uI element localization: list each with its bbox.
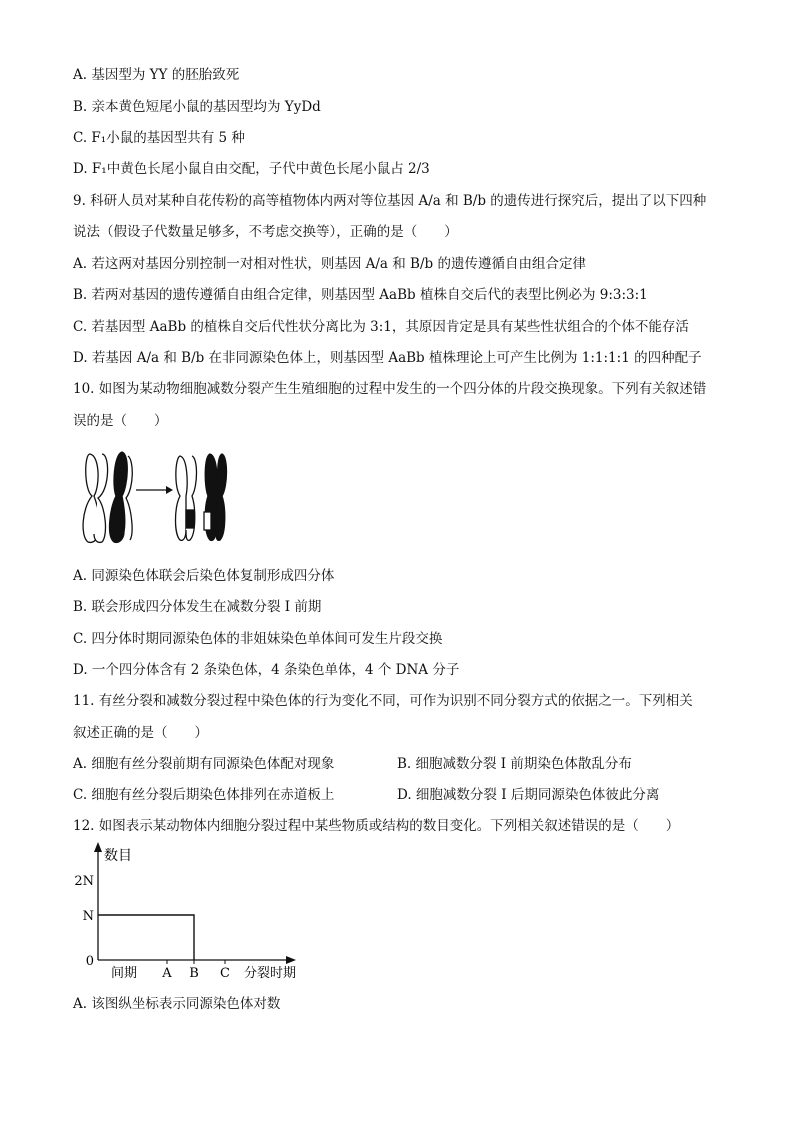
q10-option-b: B. 联会形成四分体发生在减数分裂 I 前期 — [73, 599, 322, 615]
q9-stem-line1: 9. 科研人员对某种自花传粉的高等植物体内两对等位基因 A/a 和 B/b 的遗传进行探究后，提出了以下四种 — [73, 193, 707, 209]
q10-option-c: C. 四分体时期同源染色体的非姐妹染色单体间可发生片段交换 — [73, 631, 443, 647]
q8-option-a: A. 基因型为 YY 的胚胎致死 — [73, 67, 240, 83]
q9-option-b: B. 若两对基因的遗传遵循自由组合定律，则基因型 AaBb 植株自交后代的表型比例必为 9:3:3:1 — [73, 287, 648, 303]
q10-option-d: D. 一个四分体含有 2 条染色体，4 条染色单体，4 个 DNA 分子 — [73, 662, 460, 678]
q10-option-a: A. 同源染色体联会后染色体复制形成四分体 — [73, 568, 335, 584]
x-tick-label: C — [220, 966, 230, 981]
y-tick-label: 2N — [74, 874, 94, 889]
y-axis-label: 数目 — [104, 848, 132, 864]
series-line — [98, 915, 194, 960]
q8-option-d: D. F₁中黄色长尾小鼠自由交配，子代中黄色长尾小鼠占 2/3 — [73, 161, 430, 177]
x-tick-label: A — [162, 966, 172, 981]
x-axis-arrow-icon — [286, 956, 296, 964]
y-tick-label: N — [82, 909, 94, 924]
q11-option-a: A. 细胞有丝分裂前期有同源染色体配对现象 — [73, 756, 335, 772]
q9-option-a: A. 若这两对基因分别控制一对相对性状，则基因 A/a 和 B/b 的遗传遵循自由组合定律 — [73, 256, 586, 272]
q12-stem: 12. 如图表示某动物体内细胞分裂过程中某些物质或结构的数目变化。下列相关叙述错误的是（ ） — [73, 818, 680, 834]
q10-stem-line1: 10. 如图为某动物细胞减数分裂产生生殖细胞的过程中发生的一个四分体的片段交换现象。下列有关叙述错 — [73, 381, 707, 397]
q11-option-c: C. 细胞有丝分裂后期染色体排列在赤道板上 — [73, 787, 335, 803]
q8-option-c: C. F₁小鼠的基因型共有 5 种 — [73, 130, 245, 146]
tetrad-after-icon — [176, 454, 227, 540]
x-tick-label: 间期 — [110, 966, 138, 981]
x-axis-label: 分裂时期 — [244, 966, 297, 981]
arrow-right-icon — [136, 486, 173, 494]
q12-option-a: A. 该图纵坐标表示同源染色体对数 — [73, 996, 281, 1012]
q9-option-d: D. 若基因 A/a 和 B/b 在非同源染色体上，则基因型 AaBb 植株理论上可产生比例为 1:1:1:1 的四种配子 — [73, 350, 702, 366]
q9-stem-line2: 说法（假设子代数量足够多，不考虑交换等），正确的是（ ） — [73, 224, 458, 240]
q11-option-b: B. 细胞减数分裂 I 前期染色体散乱分布 — [397, 756, 632, 772]
q9-option-c: C. 若基因型 AaBb 的植株自交后代性状分离比为 3:1，其原因肯定是具有某些性状组合的个体不能存活 — [73, 319, 689, 335]
x-tick-label: B — [189, 966, 199, 981]
chromosome-crossover-figure — [76, 450, 228, 546]
q11-option-d: D. 细胞减数分裂 I 后期同源染色体彼此分离 — [397, 787, 660, 803]
tetrad-before-icon — [83, 452, 132, 542]
y-axis-arrow-icon — [94, 842, 102, 852]
count-vs-phase-chart — [68, 840, 318, 986]
q8-option-b: B. 亲本黄色短尾小鼠的基因型均为 YyDd — [73, 99, 321, 115]
q10-stem-line2: 误的是（ ） — [73, 413, 168, 429]
q11-stem-line2: 叙述正确的是（ ） — [73, 725, 208, 741]
q11-stem-line1: 11. 有丝分裂和减数分裂过程中染色体的行为变化不同，可作为识别不同分裂方式的依据之一。下列相关 — [73, 693, 693, 709]
y-tick-label: 0 — [85, 954, 94, 969]
